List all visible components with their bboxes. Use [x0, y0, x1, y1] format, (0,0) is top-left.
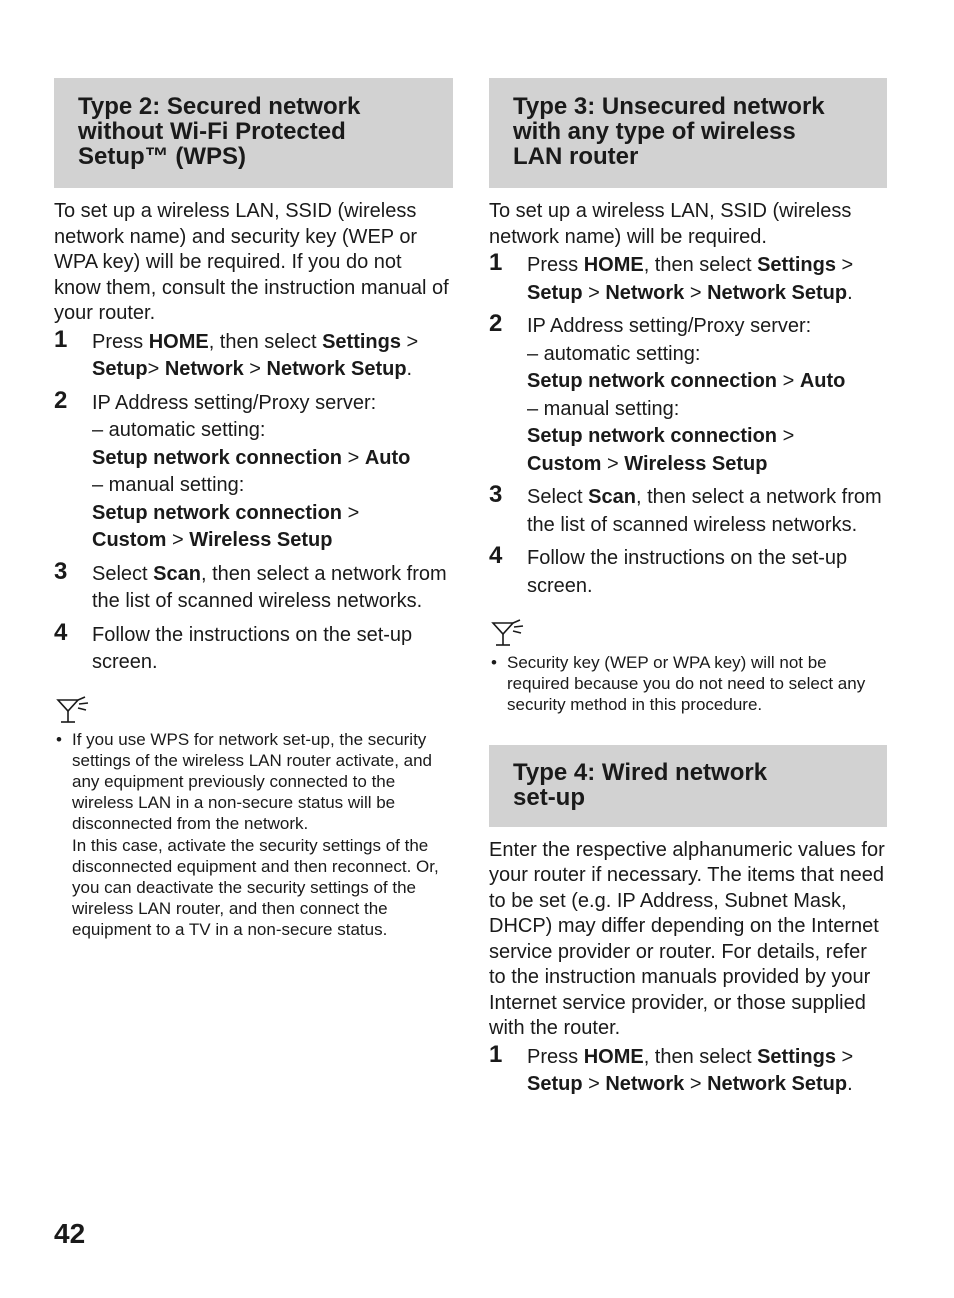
left-column: [54, 78, 453, 941]
step-1: 1 Press HOME, then select Settings > Setup> Network > Network Setup.: [54, 325, 419, 380]
step-number: 3: [489, 481, 503, 508]
note-item: • If you use WPS for network set-up, the security settings of the wireless LAN router activate, and any equipment previously connected to the wireless LAN in a non-secure status will be disconnected from the network. In this case, activate the security settings of the disconnected equipment and then reconnect. Or, you can deactivate the security settings of the wireless LAN router, and then connect the equipment to a TV in a non-secure status.: [56, 729, 439, 940]
step-2: 2 IP Address setting/Proxy server: – automatic setting: Setup network connection > Auto – manual setting: Setup network connection > Custom > Wireless Setup: [489, 310, 846, 475]
step-number: 3: [54, 557, 68, 585]
note-item: • Security key (WEP or WPA key) will not be required because you do not need to select any security method in this procedure.: [491, 653, 866, 715]
step-number: 2: [54, 386, 68, 414]
section-intro: To set up a wireless LAN, SSID (wireless network name) and security key (WEP or WPA key) will be required. If you do not know them, consult the instruction manual of your router.: [54, 200, 449, 324]
step-number: 4: [54, 618, 68, 646]
step-4: 4 Follow the instructions on the set-up screen.: [489, 542, 848, 597]
step-number: 1: [489, 249, 503, 276]
step-number: 1: [489, 1040, 503, 1068]
step-2: 2 IP Address setting/Proxy server: – automatic setting: Setup network connection > Auto – manual setting: Setup network connection > Custom > Wireless Setup: [54, 386, 411, 551]
step-number: 4: [489, 542, 503, 569]
step-3: 3 Select Scan, then select a network from the list of scanned wireless networks.: [489, 481, 882, 536]
section-heading-type3: Type 3: Unsecured network with any type of wireless LAN router: [489, 78, 887, 188]
right-column: [489, 78, 887, 1105]
section-intro: Enter the respective alphanumeric values for your router if necessary. The items that need to be set (e.g. IP Address, Subnet Mask, DHCP) may differ depending on the Internet service provider or router. For details, refer to the instruction manuals provided by your Internet service provider, or those supplied with the router.: [489, 838, 885, 1040]
step-number: 1: [54, 325, 68, 353]
steps-list: [489, 249, 887, 600]
page-number: 42: [54, 1218, 86, 1249]
steps-list: [54, 325, 453, 677]
step-1: 1 Press HOME, then select Settings > Setup > Network > Network Setup.: [489, 1040, 854, 1096]
tip-hint-icon: [491, 618, 527, 648]
steps-list: [489, 1040, 887, 1099]
step-number: 2: [489, 310, 503, 337]
step-4: 4 Follow the instructions on the set-up screen.: [54, 618, 413, 673]
step-1: 1 Press HOME, then select Settings > Setup > Network > Network Setup.: [489, 249, 854, 304]
section-heading-type4: Type 4: Wired network set-up: [489, 745, 887, 827]
tip-hint-icon: [56, 695, 92, 725]
section-heading-type2: Type 2: Secured network without Wi-Fi Protected Setup™ (WPS): [54, 78, 453, 188]
section-intro: To set up a wireless LAN, SSID (wireless network name) will be required.: [489, 200, 852, 248]
step-3: 3 Select Scan, then select a network from the list of scanned wireless networks.: [54, 557, 447, 612]
